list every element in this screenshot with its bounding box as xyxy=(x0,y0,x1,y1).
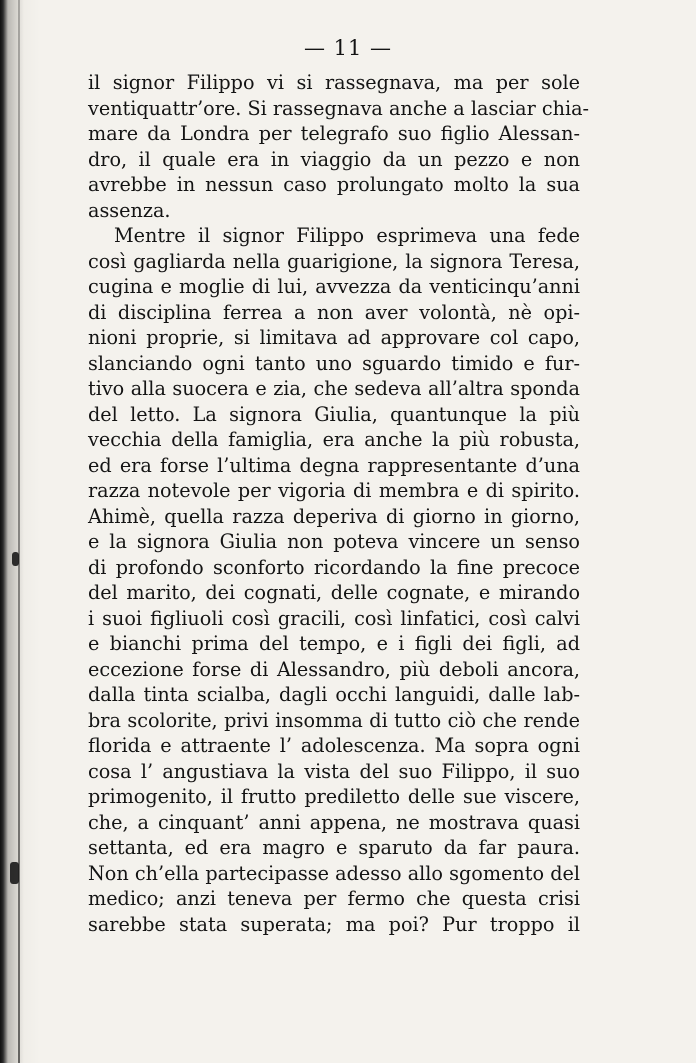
text-line: i suoi figliuoli così gracili, così linfatici, così calvi xyxy=(88,606,580,630)
text-line: assenza. xyxy=(88,198,171,222)
text-line: dro, il quale era in viaggio da un pezzo e non xyxy=(88,147,580,171)
text-line: vecchia della famiglia, era anche la più robusta, xyxy=(88,428,580,451)
text-line: sarebbe stata superata; ma poi? Pur troppo il xyxy=(88,912,580,936)
text-line: tivo alla suocera e zia, che sedeva all’altra sponda xyxy=(88,377,580,400)
text-line: che, a cinquant’ anni appena, ne mostrava quasi xyxy=(88,810,580,834)
text-line: del letto. La signora Giulia, quantunque la più xyxy=(88,402,580,426)
text-line: il signor Filippo vi si rassegnava, ma per sole xyxy=(88,71,580,94)
text-line: così gagliarda nella guarigione, la signora Teresa, xyxy=(88,249,580,273)
text-line: florida e attraente l’ adolescenza. Ma sopra ogni xyxy=(88,734,580,757)
text-line: ed era forse l’ultima degna rappresentante d’una xyxy=(88,453,580,477)
text-line: primogenito, il frutto prediletto delle sue viscere, xyxy=(88,785,580,808)
page-number: — 11 — xyxy=(303,36,393,60)
text-line: Mentre il signor Filippo esprimeva una fede xyxy=(114,224,580,247)
text-line: medico; anzi teneva per fermo che questa crisi xyxy=(88,887,580,910)
text-line: Non ch’ella partecipasse adesso allo sgomento del xyxy=(88,861,580,885)
text-line: Ahimè, quella razza deperiva di giorno in giorno, xyxy=(88,504,580,528)
text-line: del marito, dei cognati, delle cognate, e mirando xyxy=(88,581,580,604)
text-line: mare da Londra per telegrafo suo figlio Alessan- xyxy=(88,122,580,145)
text-line: di profondo sconforto ricordando la fine precoce xyxy=(88,555,580,579)
text-line: bra scolorite, privi insomma di tutto ciò che rende xyxy=(88,708,580,732)
page-binding-edge xyxy=(0,0,24,1063)
text-line: razza notevole per vigoria di membra e di spirito. xyxy=(88,479,580,502)
text-line: settanta, ed era magro e sparuto da far paura. xyxy=(88,836,580,859)
text-line: e bianchi prima del tempo, e i figli dei figli, ad xyxy=(88,632,580,655)
text-line: di disciplina ferrea a non aver volontà, nè opi- xyxy=(88,300,580,324)
text-line: cosa l’ angustiava la vista del suo Filippo, il suo xyxy=(88,759,580,783)
text-line: eccezione forse di Alessandro, più deboli ancora, xyxy=(88,657,580,681)
binding-shadow-line xyxy=(18,0,20,1063)
text-line: slanciando ogni tanto uno sguardo timido e fur- xyxy=(88,351,580,375)
margin-ink-mark xyxy=(10,862,19,884)
text-line: cugina e moglie di lui, avvezza da venticinqu’anni xyxy=(88,275,580,298)
text-line: dalla tinta scialba, dagli occhi languidi, dalle lab- xyxy=(88,683,580,706)
text-line: ventiquattr’ore. Si rassegnava anche a lasciar chia- xyxy=(88,96,590,120)
text-line: e la signora Giulia non poteva vincere un senso xyxy=(88,530,580,553)
body-text xyxy=(88,70,590,937)
margin-ink-mark xyxy=(12,552,19,566)
text-line: nioni proprie, si limitava ad approvare col capo, xyxy=(88,326,580,349)
text-line: avrebbe in nessun caso prolungato molto la sua xyxy=(88,173,580,196)
